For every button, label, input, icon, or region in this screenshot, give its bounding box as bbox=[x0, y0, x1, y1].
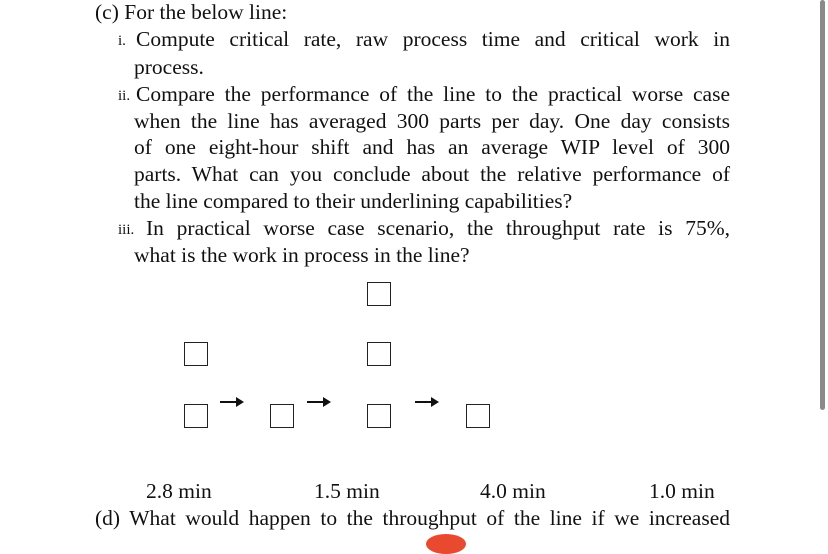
item-ii-line-1: Compare the performance of the line to the practical worse case bbox=[136, 82, 730, 106]
station-2-machine-1 bbox=[270, 404, 294, 428]
station-1-time: 2.8 min bbox=[146, 479, 212, 503]
vertical-scrollbar[interactable] bbox=[820, 0, 825, 410]
station-1-machine-1 bbox=[184, 342, 208, 366]
item-i-number: i. bbox=[118, 33, 126, 49]
part-d-text: What would happen to the throughput of the line if we increased bbox=[129, 506, 730, 530]
station-4-time: 1.0 min bbox=[649, 479, 715, 503]
item-iii-line-2: what is the work in process in the line? bbox=[134, 243, 470, 267]
item-iii-line-1: In practical worse case scenario, the throughput rate is 75%, bbox=[146, 216, 730, 240]
station-2-time: 1.5 min bbox=[314, 479, 380, 503]
station-4-machine-1 bbox=[466, 404, 490, 428]
item-i-line-2: process. bbox=[134, 55, 204, 79]
station-3-machine-1 bbox=[367, 282, 391, 306]
arrow-right-icon bbox=[413, 396, 441, 408]
floating-action-button[interactable] bbox=[426, 534, 466, 554]
item-ii-number: ii. bbox=[118, 88, 131, 104]
part-c-title: For the below line: bbox=[124, 0, 288, 24]
item-ii-line-4: parts. What can you conclude about the relative performance of bbox=[134, 162, 730, 186]
part-d-line bbox=[95, 505, 730, 532]
arrow-right-icon bbox=[218, 396, 246, 408]
item-ii-line-3: of one eight-hour shift and has an average WIP level of 300 bbox=[134, 135, 730, 159]
part-c-header bbox=[95, 0, 287, 26]
part-d-label: (d) bbox=[95, 506, 121, 530]
item-ii-line-2: when the line has averaged 300 parts per day. One day consists bbox=[134, 109, 730, 133]
part-c-label: (c) bbox=[95, 0, 119, 24]
item-iii-number: iii. bbox=[118, 222, 135, 238]
station-3-machine-3 bbox=[367, 404, 391, 428]
arrow-right-icon bbox=[305, 396, 333, 408]
station-3-machine-2 bbox=[367, 342, 391, 366]
station-3-time: 4.0 min bbox=[480, 479, 546, 503]
item-i-line-1: Compute critical rate, raw process time and critical work in bbox=[136, 27, 730, 51]
station-1-machine-2 bbox=[184, 404, 208, 428]
item-ii-line-5: the line compared to their underlining capabilities? bbox=[134, 189, 573, 213]
